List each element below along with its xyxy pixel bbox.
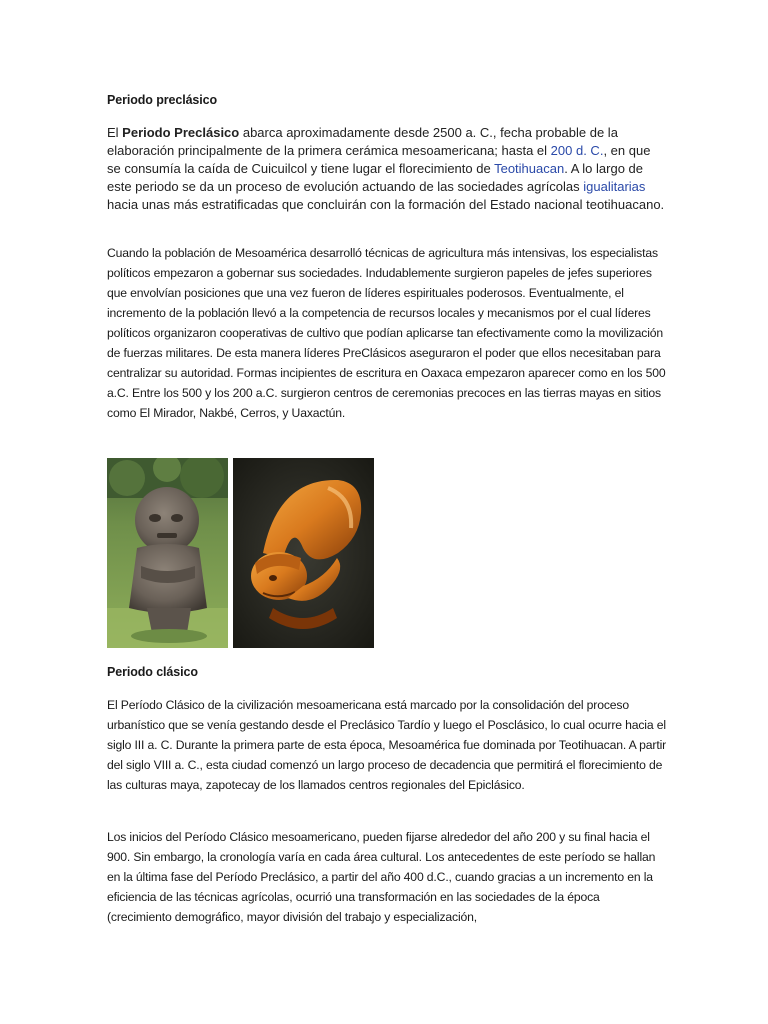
link-igualitarias[interactable]: igualitarias — [583, 179, 646, 194]
text-run: . A lo largo de este periodo se da un proceso de evolución actuando de las sociedades agrícolas — [107, 161, 643, 194]
text-run: El — [107, 125, 123, 140]
heading-preclasico: Periodo preclásico — [107, 93, 218, 107]
stone-sculpture-photo — [107, 458, 228, 648]
paragraph-clasico-body: Los inicios del Período Clásico mesoamericano, pueden fijarse alrededor del año 200 y su final hacia el 900. Sin embargo, la cronología varía en cada área cultural. Los antecedentes de este período se hallan en la última fase del Período Preclásico, a partir del año 400 d.C., cuando gracias a un incremento en la eficiencia de las técnicas agrícolas, ocurrió una transformación en las sociedades de la época (crecimiento demográfico, mayor división del trabajo y especialización, — [107, 830, 656, 924]
link-teotihuacan[interactable]: Teotihuacan — [494, 161, 565, 176]
paragraph-preclasico-body: Cuando la población de Mesoamérica desarrolló técnicas de agricultura más intensivas, los especialistas políticos empezaron a gobernar sus sociedades. Indudablemente surgieron papeles de jefes superiores que envolvían posiciones que una vez fueron de líderes espirituales poderosos. Eventualmente, el incremento de la población llevó a la competencia de recursos locales y mecanismos por el cual líderes políticos organizaron cooperativas de cultivo que podían aplicarse tan efectivamente como la movilización de fuerzas militares. De esta manera líderes PreClásicos aseguraron el poder que ellos necesitaban para centralizar su autoridad. Formas incipientes de escritura en Oaxaca empezaron aparecer como en los 500 a.C. Entre los 500 y los 200 a.C. surgieron centros de ceremonias precoces en las tierras mayas en sitios como El Mirador, Nakbé, Cerros, y Uaxactún. — [107, 246, 666, 420]
paragraph-preclasico-intro — [107, 124, 667, 214]
link-200-dc[interactable]: 200 d. C. — [550, 143, 604, 158]
text-run: hacia unas más estratificadas que concluirán con la formación del Estado nacional teotihuacano. — [107, 197, 665, 212]
ceramic-figure-photo — [233, 458, 374, 648]
heading-clasico: Periodo clásico — [107, 665, 198, 679]
bold-term: Periodo Preclásico — [122, 125, 240, 140]
paragraph-clasico-intro: El Período Clásico de la civilización mesoamericana está marcado por la consolidación del proceso urbanístico que se venía gestando desde el Preclásico Tardío y luego el Posclásico, lo cual ocurre hacia el siglo III a. C. Durante la primera parte de esta época, Mesoamérica fue dominada por Teotihuacan. A partir del siglo VIII a. C., esta ciudad comenzó un largo proceso de decadencia que permitirá el florecimiento de las culturas maya, zapotecay de los llamados centros regionales del Epiclásico. — [107, 698, 667, 792]
text-run: abarca aproximadamente desde 2500 a. C., fecha probable de la elaboración principalmente de la primera cerámica mesoamericana; hasta el — [107, 125, 618, 158]
text-run: , en que se consumía la caída de Cuicuilcol y tiene lugar el florecimiento de — [107, 143, 651, 176]
